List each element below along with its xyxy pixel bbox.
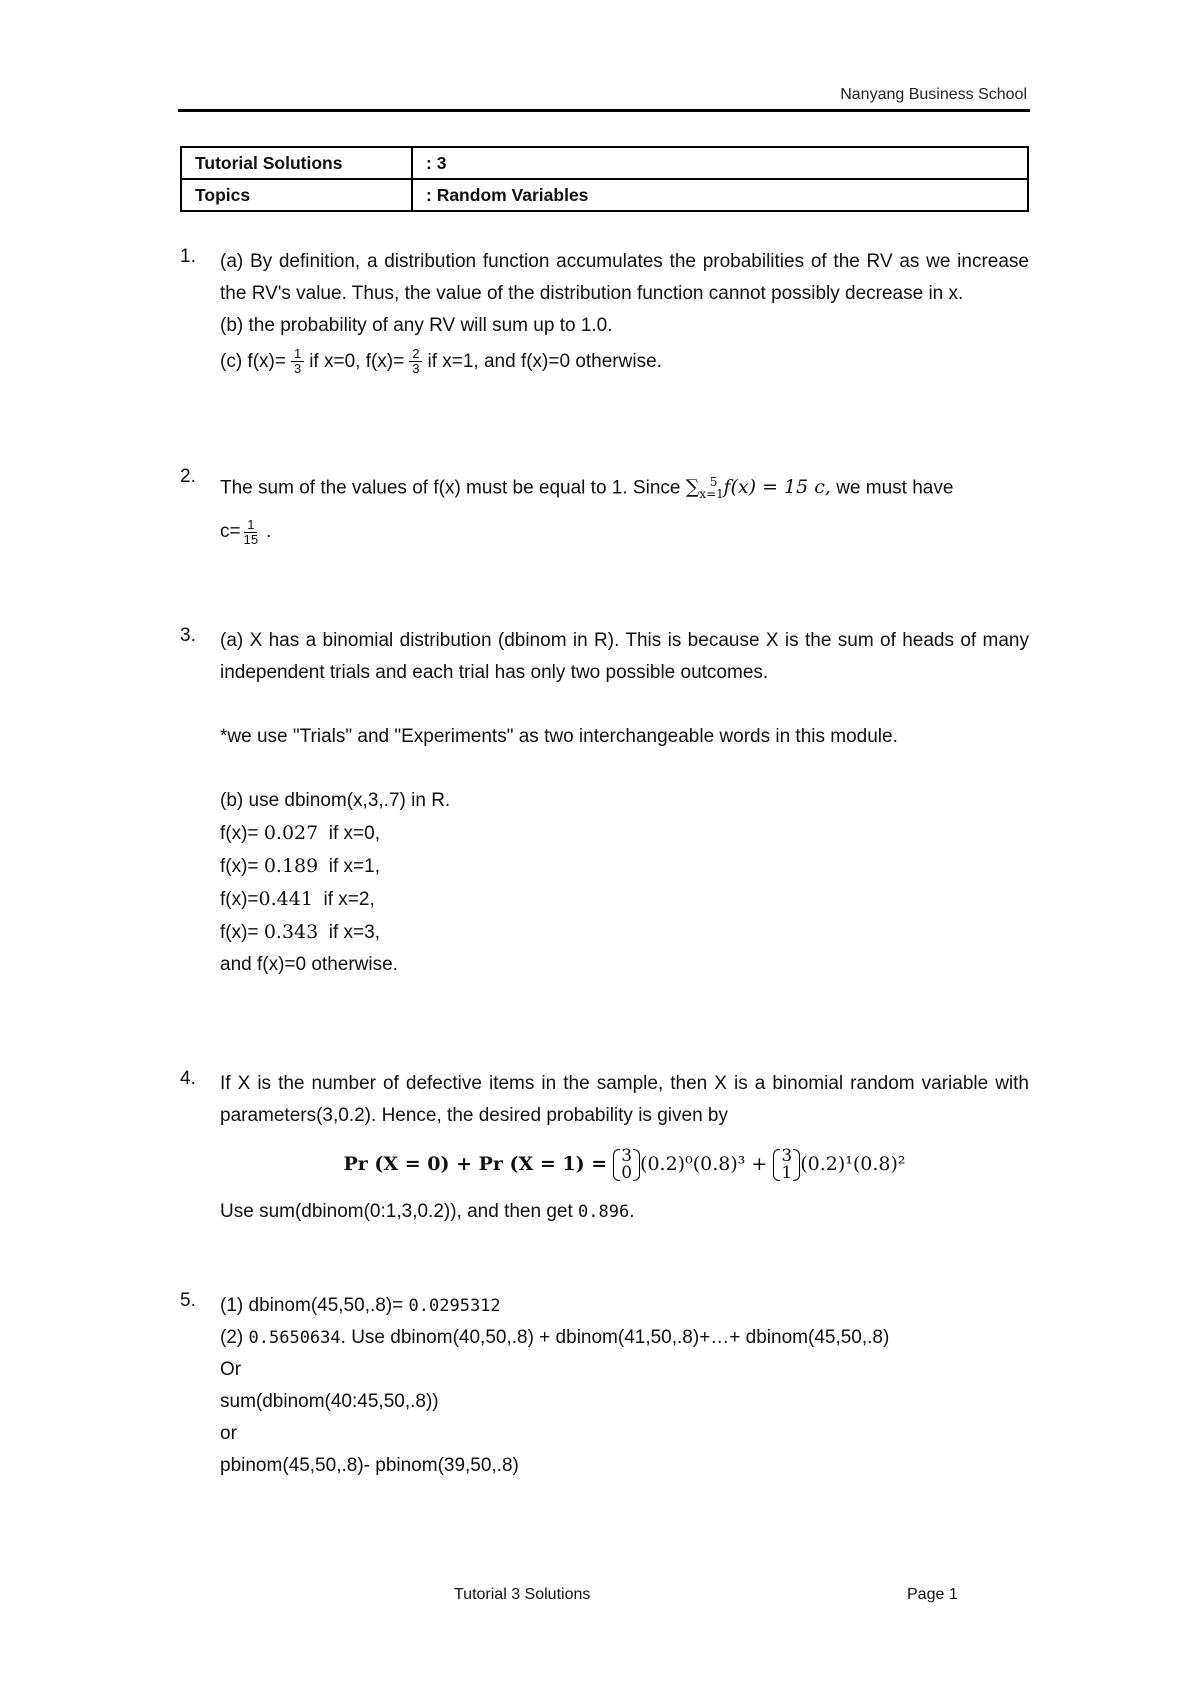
q3-note: *we use "Trials" and "Experiments" as two interchangeable words in this module. bbox=[220, 726, 898, 747]
value-number: 0.189 bbox=[263, 855, 319, 877]
q3-part-a: (a) X has a binomial distribution (dbinom in R). This is because X is the sum of heads of many independent trials and each trial has only two possible outcomes. bbox=[220, 630, 1029, 683]
q1-part-c bbox=[220, 346, 1029, 378]
question-number: 2. bbox=[180, 466, 196, 487]
value-lhs: f(x)= bbox=[220, 856, 259, 877]
q3-value-row bbox=[220, 916, 1029, 949]
q5-line2-prefix: (2) bbox=[220, 1327, 244, 1348]
fraction bbox=[409, 347, 422, 376]
equation-term: (0.2)¹(0.8)² bbox=[800, 1153, 906, 1175]
q2-c-suffix: . bbox=[266, 521, 272, 543]
page-number: Page 1 bbox=[907, 1586, 958, 1603]
value-condition: if x=0, bbox=[328, 823, 381, 844]
info-table bbox=[180, 146, 1029, 212]
q5-line2-value: 0.5650634 bbox=[248, 1328, 341, 1348]
q1-c-mid: if x=0, f(x)= bbox=[309, 351, 405, 372]
binom-bottom: 0 bbox=[621, 1163, 633, 1183]
q1-part-b: (b) the probability of any RV will sum up to 1.0. bbox=[220, 315, 613, 336]
question-5 bbox=[180, 1290, 1029, 1482]
q4-use-value: 0.896 bbox=[578, 1202, 630, 1222]
fraction bbox=[241, 518, 261, 547]
binom-top: 3 bbox=[621, 1146, 633, 1166]
binomial-coefficient bbox=[613, 1148, 640, 1182]
info-label: Tutorial Solutions bbox=[181, 147, 412, 179]
value-number: 0.027 bbox=[263, 822, 319, 844]
value-condition: if x=1, bbox=[328, 856, 381, 877]
question-number: 3. bbox=[180, 625, 196, 646]
q3-part-b: (b) use dbinom(x,3,.7) in R. bbox=[220, 790, 451, 811]
info-label: Topics bbox=[181, 179, 412, 211]
q2-text-after: we must have bbox=[836, 477, 954, 499]
q5-line2-suffix: . Use dbinom(40,50,.8) + dbinom(41,50,.8)+…+ dbinom(45,50,.8) bbox=[340, 1327, 890, 1348]
value-lhs: f(x)= bbox=[220, 922, 259, 943]
fraction-denominator: 3 bbox=[293, 361, 302, 377]
q5-line1-prefix: (1) dbinom(45,50,.8)= bbox=[220, 1295, 404, 1316]
value-number: 0.441 bbox=[258, 888, 313, 910]
binom-bottom: 1 bbox=[781, 1163, 793, 1183]
info-row bbox=[181, 147, 1028, 179]
value-condition: if x=2, bbox=[323, 889, 375, 910]
q5-or: or bbox=[220, 1423, 237, 1444]
q3-value-row bbox=[220, 883, 1029, 916]
info-row bbox=[181, 179, 1028, 211]
header-rule bbox=[178, 109, 1030, 112]
fraction-numerator: 1 bbox=[291, 347, 304, 362]
binomial-coefficient bbox=[773, 1148, 800, 1182]
q3-otherwise: and f(x)=0 otherwise. bbox=[220, 954, 398, 975]
q3-value-row bbox=[220, 817, 1029, 850]
question-2 bbox=[180, 466, 1029, 548]
q2-c-prefix: c= bbox=[220, 521, 241, 543]
q5-line1-value: 0.0295312 bbox=[408, 1296, 501, 1316]
fraction-numerator: 1 bbox=[244, 518, 257, 533]
value-condition: if x=3, bbox=[328, 922, 381, 943]
sum-upper-limit: 5 bbox=[709, 475, 718, 489]
q1-c-suffix: if x=1, and f(x)=0 otherwise. bbox=[427, 351, 662, 372]
fraction-numerator: 2 bbox=[409, 347, 422, 362]
q5-alt-2: pbinom(45,50,.8)- pbinom(39,50,.8) bbox=[220, 1455, 519, 1476]
question-4 bbox=[180, 1068, 1029, 1228]
fraction-denominator: 3 bbox=[412, 361, 420, 377]
value-lhs: f(x)= bbox=[220, 823, 259, 844]
q4-use-prefix: Use sum(dbinom(0:1,3,0.2)), and then get bbox=[220, 1201, 573, 1222]
question-number: 1. bbox=[180, 246, 196, 267]
q4-use-suffix: . bbox=[629, 1201, 635, 1222]
sum-expression: f(x) = 15 c, bbox=[723, 476, 831, 499]
info-value: : Random Variables bbox=[412, 179, 1028, 211]
q5-or: Or bbox=[220, 1359, 242, 1380]
q5-line-1 bbox=[220, 1290, 1029, 1322]
fraction bbox=[291, 347, 304, 376]
value-number: 0.343 bbox=[263, 921, 319, 943]
question-number: 4. bbox=[180, 1068, 196, 1089]
q5-alt-1: sum(dbinom(40:45,50,.8)) bbox=[220, 1391, 439, 1412]
q1-c-prefix: (c) f(x)= bbox=[220, 351, 286, 372]
q3-value-row bbox=[220, 850, 1029, 883]
binom-top: 3 bbox=[781, 1146, 793, 1166]
q2-text bbox=[220, 466, 1029, 510]
value-lhs: f(x)= bbox=[220, 889, 259, 910]
question-number: 5. bbox=[180, 1290, 196, 1311]
sigma-icon: ∑ bbox=[685, 476, 700, 499]
equation-lhs: Pr (X = 0) + Pr (X = 1) = bbox=[343, 1153, 608, 1175]
q4-text: If X is the number of defective items in the sample, then X is a binomial random variable with parameters(3,0.2). Hence, the desired probability is given by bbox=[220, 1073, 1029, 1126]
q4-equation bbox=[220, 1142, 1029, 1186]
q2-text-before: The sum of the values of f(x) must be equal to 1. Since bbox=[220, 477, 681, 499]
info-value: : 3 bbox=[412, 147, 1028, 179]
question-1 bbox=[180, 246, 1029, 378]
question-3 bbox=[180, 625, 1029, 981]
header-institution: Nanyang Business School bbox=[840, 86, 1027, 103]
q4-use bbox=[220, 1196, 1029, 1228]
q1-part-a: (a) By definition, a distribution function accumulates the probabilities of the RV as we increase the RV's value. Thus, the value of the distribution function cannot possibly decrease in x. bbox=[220, 251, 1029, 304]
sum-lower-limit: x=1 bbox=[699, 487, 724, 502]
equation-term: (0.2)⁰(0.8)³ + bbox=[640, 1153, 768, 1175]
q5-line-2 bbox=[220, 1322, 1029, 1354]
footer-title: Tutorial 3 Solutions bbox=[454, 1586, 591, 1603]
fraction-denominator: 15 bbox=[243, 531, 259, 547]
q2-sum-formula bbox=[685, 475, 831, 502]
q2-result bbox=[220, 516, 1029, 548]
